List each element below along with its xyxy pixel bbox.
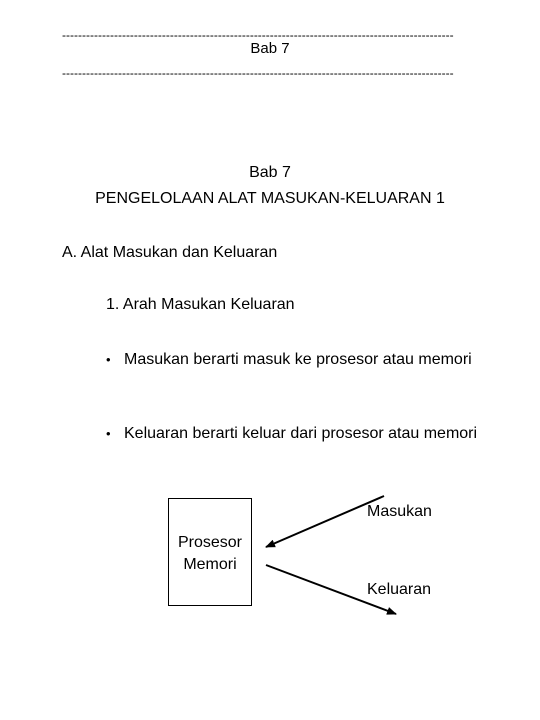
header-rule-top: -------------------------------------------------------------------------------------------------- [62, 30, 454, 40]
chapter-number: Bab 7 [249, 164, 291, 181]
bullet-marker: • [106, 352, 111, 367]
header-rule-bottom: -------------------------------------------------------------------------------------------------- [62, 68, 454, 78]
input-label: Masukan [367, 503, 432, 520]
bullet-text: Keluaran berarti keluar dari prosesor atau memori [124, 425, 478, 442]
bullet-text: Masukan berarti masuk ke prosesor atau memori [124, 351, 472, 368]
page-header-title: Bab 7 [250, 40, 290, 57]
box-line-memory: Memori [183, 556, 237, 573]
box-line-processor: Prosesor [177, 534, 243, 551]
subsection-heading: 1. Arah Masukan Keluaran [106, 296, 295, 313]
section-heading: A. Alat Masukan dan Keluaran [62, 244, 278, 261]
chapter-title: PENGELOLAAN ALAT MASUKAN-KELUARAN 1 [95, 190, 445, 207]
bullet-marker: • [106, 426, 111, 441]
output-label: Keluaran [367, 581, 432, 598]
